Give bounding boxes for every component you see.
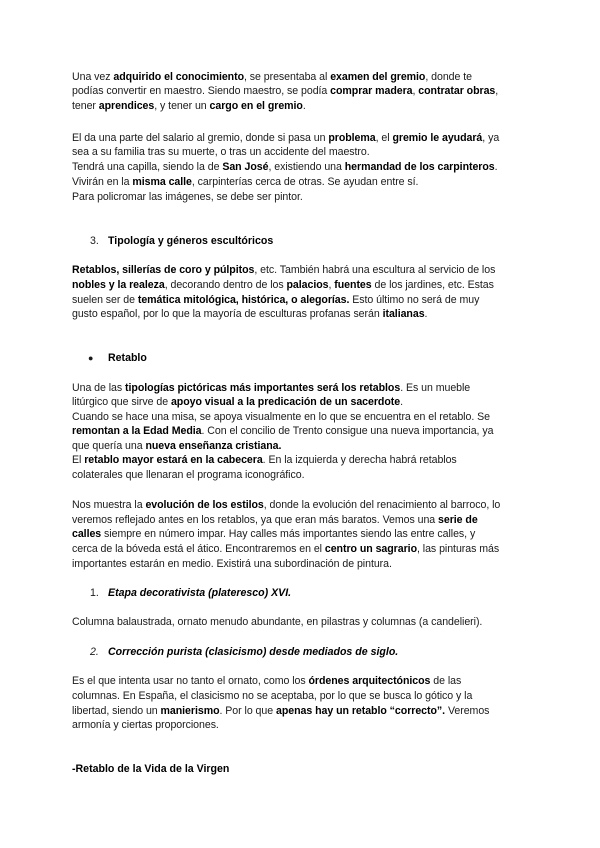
text-run: Columna balaustrada, ornato menudo abundante, en pilastras y columnas (a candelieri). (72, 616, 483, 628)
text-run: , carpinterías cerca de otras. Se ayudan entre sí. (191, 176, 419, 188)
bold-text: manierismo (160, 705, 220, 717)
text-run: Veremos (445, 705, 490, 717)
bold-text: nobles y la realeza (72, 279, 165, 291)
bold-text: temática mitológica, histórica, o alegorías. (137, 294, 350, 306)
bold-text: evolución de los estilos (145, 499, 264, 511)
text-run: , (412, 85, 419, 97)
bold-text: gremio le ayudará (392, 132, 483, 144)
text-run: . Es un mueble (400, 382, 471, 394)
para4-line6 (72, 453, 457, 467)
section-title: Tipología y géneros escultóricos (108, 235, 274, 247)
text-run: , se presentaba al (244, 71, 331, 83)
item2-title: Corrección purista (clasicismo) desde mediados de siglo. (108, 646, 399, 658)
text-run: suelen ser de (72, 294, 138, 306)
text-run: . (302, 100, 306, 112)
text-run: , (328, 279, 335, 291)
bold-text: apoyo visual a la predicación de un sacerdote (170, 396, 401, 408)
final-heading: -Retablo de la Vida de la Virgen (72, 763, 230, 775)
para2-line1 (72, 131, 499, 145)
para4-line1 (72, 381, 470, 395)
section-number: 3. (90, 235, 99, 247)
para5-line3 (72, 527, 475, 541)
para7-line4 (72, 718, 219, 732)
para4-line7 (72, 468, 304, 482)
bold-text: palacios (286, 279, 329, 291)
text-run: Es el que intenta usar no tanto el ornato, como los (72, 675, 309, 687)
text-run: Cuando se hace una misa, se apoya visualmente en lo que se encuentra en el retablo. Se (72, 411, 490, 423)
para4-line5 (72, 439, 281, 453)
text-run: El da una parte del salario al gremio, donde si pasa un (72, 132, 329, 144)
text-run: podías convertir en maestro. Siendo maestro, se podía (72, 85, 331, 97)
para3-line2 (72, 278, 494, 292)
text-run: tener (72, 100, 99, 112)
para2-line4 (72, 175, 418, 189)
para7-line2 (72, 689, 472, 703)
text-run: El (72, 454, 85, 466)
bullet-icon: ● (88, 353, 94, 363)
para2-line5 (72, 190, 303, 204)
para3-line1 (72, 263, 495, 277)
text-run: colaterales que llenaran el programa iconográfico. (72, 469, 305, 481)
text-run: de las (430, 675, 462, 687)
text-run: armonía y ciertas proporciones. (72, 719, 219, 731)
bold-text: examen del gremio (330, 71, 426, 83)
text-run: , y tener un (154, 100, 210, 112)
bold-text: calles (72, 528, 102, 540)
para1-line3 (72, 99, 306, 113)
para1-line1 (72, 70, 472, 84)
bold-text: misma calle (132, 176, 192, 188)
text-run: Esto último no será de muy (349, 294, 480, 306)
para7-line1 (72, 674, 461, 688)
bold-text: San José (222, 161, 269, 173)
text-run: importantes estarán en medio. Existirá una subordinación de pintura. (72, 558, 392, 570)
text-run: , ya (482, 132, 500, 144)
para5-line4 (72, 542, 499, 556)
bold-text: contratar obras (418, 85, 496, 97)
text-run: , donde te (425, 71, 472, 83)
text-run: Una vez (72, 71, 114, 83)
para5-line5 (72, 557, 392, 571)
bold-text: tipologías pictóricas más importantes será los retablos (125, 382, 401, 394)
bold-text: comprar madera (330, 85, 413, 97)
text-run: Vivirán en la (72, 176, 133, 188)
text-run: gusto español, por lo que la mayoría de esculturas profanas serán (72, 308, 383, 320)
text-run: sea a su familia tras su muerte, o tras un accidente del maestro. (72, 146, 370, 158)
bold-text: cargo en el gremio (209, 100, 303, 112)
text-run: , (495, 85, 499, 97)
bold-text: retablo mayor estará en la cabecera (84, 454, 263, 466)
bold-text: fuentes (334, 279, 372, 291)
text-run: , decorando dentro de los (164, 279, 287, 291)
bold-text: problema (328, 132, 376, 144)
item1-title: Etapa decorativista (plateresco) XVI. (108, 587, 292, 599)
bold-text: órdenes arquitectónicos (308, 675, 431, 687)
para5-line1 (72, 498, 500, 512)
text-run: litúrgico que sirve de (72, 396, 171, 408)
text-run: . En la izquierda y derecha habrá retablos (262, 454, 457, 466)
bold-text: serie de (438, 514, 478, 526)
text-run: . Por lo que (219, 705, 276, 717)
text-run: Tendrá una capilla, siendo la de (72, 161, 223, 173)
para5-line2 (72, 513, 478, 527)
para2-line2 (72, 145, 370, 159)
item1-number: 1. (90, 587, 99, 599)
text-run: Nos muestra la (72, 499, 146, 511)
text-run: Una de las (72, 382, 126, 394)
text-run: de los jardines, etc. Estas (371, 279, 494, 291)
retablo-heading: Retablo (108, 352, 147, 364)
text-run: , donde la evolución del renacimiento al barroco, lo (263, 499, 501, 511)
para4-line4 (72, 424, 493, 438)
text-run: . (494, 161, 498, 173)
text-run: . (400, 396, 403, 408)
text-run: Para policromar las imágenes, se debe ser pintor. (72, 191, 303, 203)
para6-line1 (72, 615, 482, 629)
para4-line3 (72, 410, 490, 424)
bold-text: italianas (382, 308, 425, 320)
para7-line3 (72, 704, 489, 718)
bold-text: adquirido el conocimiento (113, 71, 244, 83)
para1-line2 (72, 84, 498, 98)
text-run: , las pinturas más (417, 543, 500, 555)
para3-line3 (72, 293, 479, 307)
text-run: que quería una (72, 440, 146, 452)
text-run: cerca de la bóveda está el ático. Encontraremos en el (72, 543, 325, 555)
bold-text: Retablos, sillerías de coro y púlpitos (72, 264, 255, 276)
bold-text: apenas hay un retablo “correcto”. (275, 705, 446, 717)
text-run: , el (375, 132, 393, 144)
text-run: columnas. En España, el clasicismo no se aceptaba, por lo que se busca lo gótico y la (72, 690, 473, 702)
text-run: , existiendo una (268, 161, 345, 173)
bold-text: aprendices (98, 100, 155, 112)
text-run: , etc. También habrá una escultura al servicio de los (254, 264, 496, 276)
para2-line3 (72, 160, 498, 174)
bold-text: hermandad de los carpinteros (344, 161, 495, 173)
text-run: siempre en número impar. Hay calles más importantes siendo las entre calles, y (101, 528, 476, 540)
text-run: . (424, 308, 428, 320)
item2-number: 2. (90, 646, 99, 658)
para3-line4 (72, 307, 427, 321)
bold-text: nueva enseñanza cristiana. (145, 440, 282, 452)
text-run: libertad, siendo un (72, 705, 161, 717)
bold-text: centro un sagrario (324, 543, 417, 555)
bold-text: remontan a la Edad Media (72, 425, 202, 437)
text-run: veremos reflejado antes en los retablos, ya que eran más baratos. Vemos una (72, 514, 439, 526)
para4-line2 (72, 395, 403, 409)
text-run: . Con el concilio de Trento consigue una nueva importancia, ya (201, 425, 494, 437)
